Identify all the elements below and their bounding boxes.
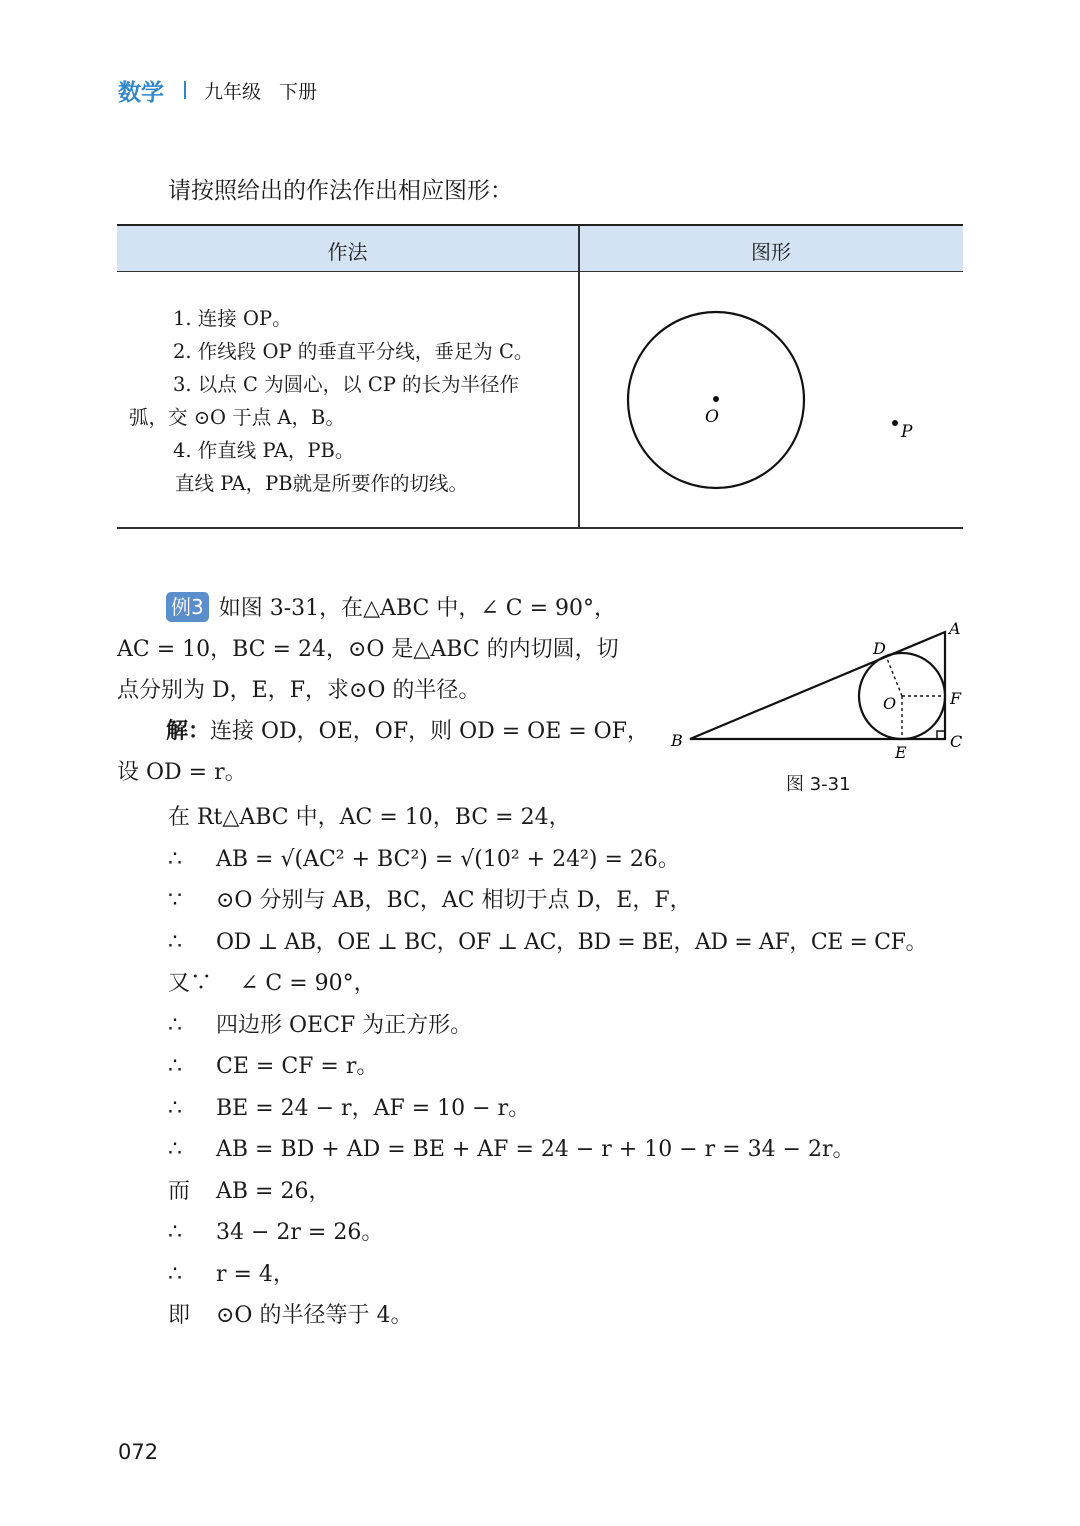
header-figure: 图形 bbox=[751, 240, 791, 264]
construction-table bbox=[117, 224, 963, 529]
page-number: 072 bbox=[118, 1440, 159, 1464]
header-divider bbox=[184, 81, 186, 99]
subject-title: 数学 bbox=[118, 79, 164, 106]
proof-line: ∴ OD ⊥ AB，OE ⊥ BC，OF ⊥ AC，BD = BE，AD = AF，CE = CF。 bbox=[168, 929, 928, 955]
label-f: F bbox=[950, 689, 962, 708]
proof-line: 而 AB = 26， bbox=[168, 1178, 331, 1204]
label-o-center: O bbox=[883, 694, 897, 713]
table-bottom-rule bbox=[117, 527, 963, 529]
example-line-3: 点分别为 D，E，F，求⊙O 的半径。 bbox=[117, 678, 481, 703]
label-d: D bbox=[873, 639, 886, 658]
step-conclusion: 直线 PA，PB就是所要作的切线。 bbox=[175, 472, 469, 495]
step-4: 4. 作直线 PA，PB。 bbox=[173, 439, 355, 462]
figure-3-31 bbox=[668, 612, 968, 762]
step-3-cont: 弧，交 ⊙O 于点 A，B。 bbox=[129, 406, 345, 429]
construction-steps bbox=[129, 302, 573, 500]
right-angle-mark bbox=[937, 731, 945, 739]
circle-figure bbox=[578, 271, 962, 527]
example-line-1: 例3 如图 3-31，在△ABC 中，∠ C = 90°， bbox=[117, 588, 665, 629]
label-b: B bbox=[671, 731, 683, 750]
proof-line: 在 Rt△ABC 中，AC = 10，BC = 24， bbox=[168, 805, 571, 830]
point-p bbox=[892, 420, 898, 426]
example-tag: 例3 bbox=[166, 592, 209, 622]
intro-text: 请按照给出的作法作出相应图形： bbox=[168, 178, 513, 204]
solution-line-1: 解：连接 OD，OE，OF，则 OD = OE = OF， bbox=[166, 718, 649, 744]
triangle-abc bbox=[690, 632, 945, 739]
proof-line: ∵ ⊙O 分别与 AB，BC，AC 相切于点 D，E，F， bbox=[168, 888, 692, 913]
example-3 bbox=[117, 588, 665, 793]
proof-line: 又∵ ∠ C = 90°， bbox=[168, 971, 376, 996]
solution-line-2: 设 OD = r。 bbox=[117, 760, 247, 785]
proof-steps bbox=[168, 797, 927, 1337]
label-a: A bbox=[949, 619, 961, 638]
center-point-o bbox=[713, 396, 719, 402]
proof-line: ∴ AB = √(AC² + BC²) = √(10² + 24²) = 26。 bbox=[168, 846, 680, 872]
proof-line: ∴ 四边形 OECF 为正方形。 bbox=[168, 1012, 473, 1038]
label-o: O bbox=[705, 407, 719, 427]
step-2: 2. 作线段 OP 的垂直平分线，垂足为 C。 bbox=[173, 340, 534, 363]
figure-caption: 图 3-31 bbox=[786, 774, 851, 795]
header-method: 作法 bbox=[327, 240, 368, 264]
page-header bbox=[118, 72, 335, 108]
radius-od bbox=[886, 656, 902, 696]
label-c: C bbox=[950, 732, 963, 751]
proof-line: ∴ 34 − 2r = 26。 bbox=[168, 1220, 384, 1245]
label-p: P bbox=[901, 422, 913, 442]
proof-line: 即 ⊙O 的半径等于 4。 bbox=[168, 1303, 413, 1328]
example-line-2: AC = 10，BC = 24，⊙O 是△ABC 的内切圆，切 bbox=[117, 637, 619, 662]
grade-label: 九年级 下册 bbox=[204, 80, 318, 103]
label-e: E bbox=[895, 743, 907, 762]
step-3: 3. 以点 C 为圆心，以 CP 的长为半径作 bbox=[173, 373, 520, 396]
proof-line: ∴ BE = 24 − r，AF = 10 − r。 bbox=[168, 1095, 531, 1121]
step-1: 1. 连接 OP。 bbox=[173, 307, 292, 330]
proof-line: ∴ CE = CF = r。 bbox=[168, 1054, 379, 1079]
proof-line: ∴ AB = BD + AD = BE + AF = 24 − r + 10 − r = 34 − 2r。 bbox=[168, 1137, 855, 1162]
table-header bbox=[117, 226, 963, 272]
proof-line: ∴ r = 4， bbox=[168, 1261, 295, 1287]
